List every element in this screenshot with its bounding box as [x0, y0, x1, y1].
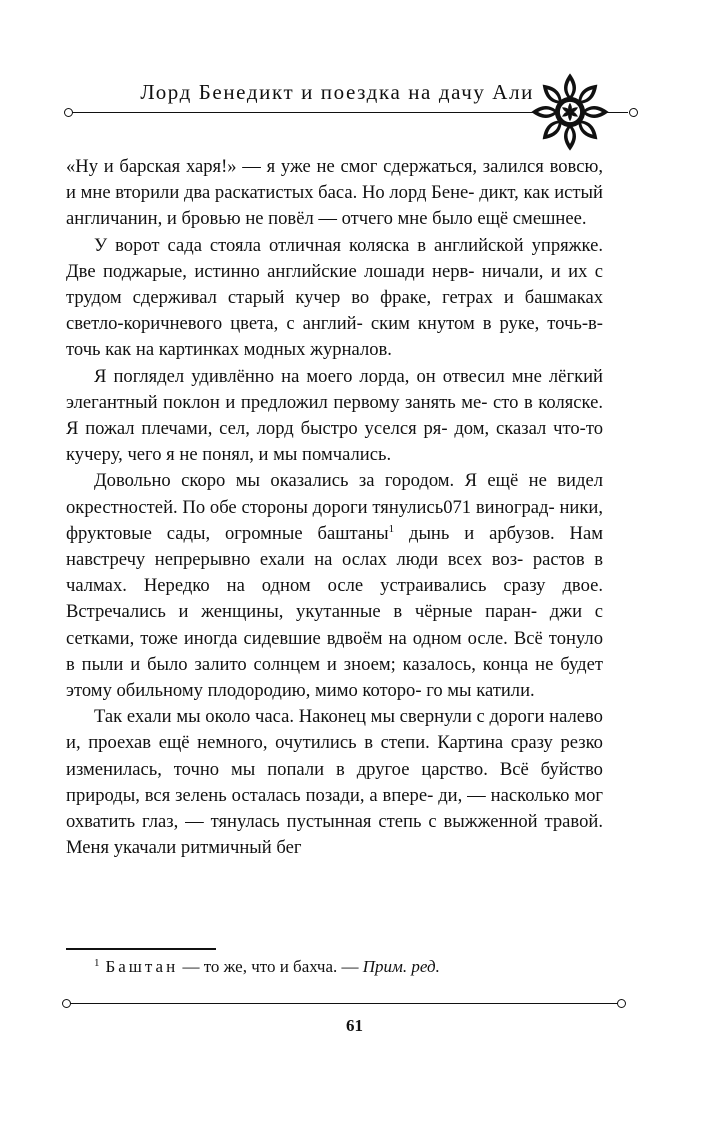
text-line: лёгкий элегантный поклон и предложил первому занять ме-	[66, 365, 603, 413]
text-line: «Ну и барская харя!» — я уже не смог сдержаться, залился	[66, 156, 544, 177]
text-line: конца не будет этому обильному плодородию, мимо которо-	[66, 653, 603, 702]
text-line: упряжке. Две поджарые, истинно английские лошади нерв-	[66, 234, 603, 282]
text-line: У ворот сада стояла отличная коляска в английской	[94, 234, 524, 256]
text-line: налево и, проехав ещё немного, очутились в степи. Картина	[66, 706, 603, 754]
footnote-number: 1	[94, 957, 100, 969]
text-line: журналов.	[310, 339, 392, 361]
text-line: джи с сетками, тоже иногда сидевшие вдвоём на одном осле.	[66, 601, 603, 649]
text-line: мне было ещё смешнее.	[397, 208, 587, 230]
footer-rule	[66, 1003, 622, 1004]
text-line: Нам навстречу непрерывно ехали на ослах люди всех воз-	[66, 522, 603, 571]
text-line: дом, сказал что-то кучеру, чего я не понял, и мы помчались.	[66, 418, 603, 466]
text-line: Всё тонуло в пыли и было залито солнцем и зноем; казалось,	[66, 627, 603, 675]
text-line: окрестностей. По обе стороны дороги тянулись071 виноград-	[66, 496, 555, 518]
footnote	[94, 957, 440, 977]
body-text	[66, 154, 603, 861]
running-title: Лорд Бенедикт и поездка на дачу Али	[140, 80, 534, 104]
footnote-term: Баштан	[105, 957, 179, 976]
text-line: дикт, как истый англичанин, и бровью не повёл — отчего	[66, 182, 603, 230]
text-line: Довольно скоро мы оказались за городом. Я ещё не видел	[94, 470, 603, 492]
text-line: гетрах и башмаках светло-коричневого цвета, с англий-	[66, 287, 603, 335]
text-line: ничали, и их с трудом сдерживал старый кучер во фраке,	[66, 260, 603, 309]
header-rule-left-dot	[64, 108, 73, 117]
text-line: растов в чалмах. Нередко на одном осле устраивались сразу	[66, 549, 603, 597]
text-line: дынь и арбузов.	[394, 522, 555, 544]
paragraph-3	[66, 364, 603, 469]
text-line: Так ехали мы около часа. Наконец мы свернули с дороги	[94, 706, 545, 728]
header-rule-right-dot	[629, 108, 638, 117]
paragraph-1	[66, 154, 603, 233]
text-line: Я поглядел удивлённо на моего лорда, он отвесил мне	[94, 365, 542, 387]
footer-rule-right-dot	[617, 999, 626, 1008]
text-line: вовсю, и мне вторили два раскатистых баса. Но лорд Бене-	[66, 156, 603, 204]
text-line: го мы катили.	[426, 680, 535, 702]
text-line: степь с выжженной травой. Меня укачали ритмичный бег	[66, 811, 603, 859]
running-header	[64, 70, 644, 140]
page-number: 61	[346, 1016, 363, 1035]
text-line: ники, фруктовые сады, огромные баштаны	[66, 496, 603, 544]
paragraph-4	[66, 468, 603, 704]
footnote-rule	[66, 948, 216, 950]
text-line: сто в коляске. Я пожал плечами, сел, лорд быстро уселся ря-	[66, 391, 604, 440]
text-line: двое. Встречались и женщины, укутанные в чёрные паран-	[66, 575, 603, 623]
paragraph-5	[66, 704, 603, 861]
text-line: ским кнутом в руке, точь-в-точь как на картинках модных	[66, 313, 603, 361]
paragraph-2	[66, 233, 603, 364]
text-line: ди, — насколько мог охватить глаз, — тянулась пустынная	[66, 784, 604, 833]
footer-rule-left-dot	[62, 999, 71, 1008]
footnote-text: — то же, что и бахча. —	[178, 957, 363, 976]
text-line: сразу резко изменилась, точно мы попали в другое царство.	[66, 732, 603, 780]
lotus-mandala-icon	[528, 70, 612, 154]
footnote-reference[interactable]: 1	[388, 522, 395, 535]
text-line: Всё буйство природы, вся зелень осталась позади, а впере-	[66, 758, 603, 806]
footnote-editor-note: Прим. ред.	[362, 957, 440, 976]
